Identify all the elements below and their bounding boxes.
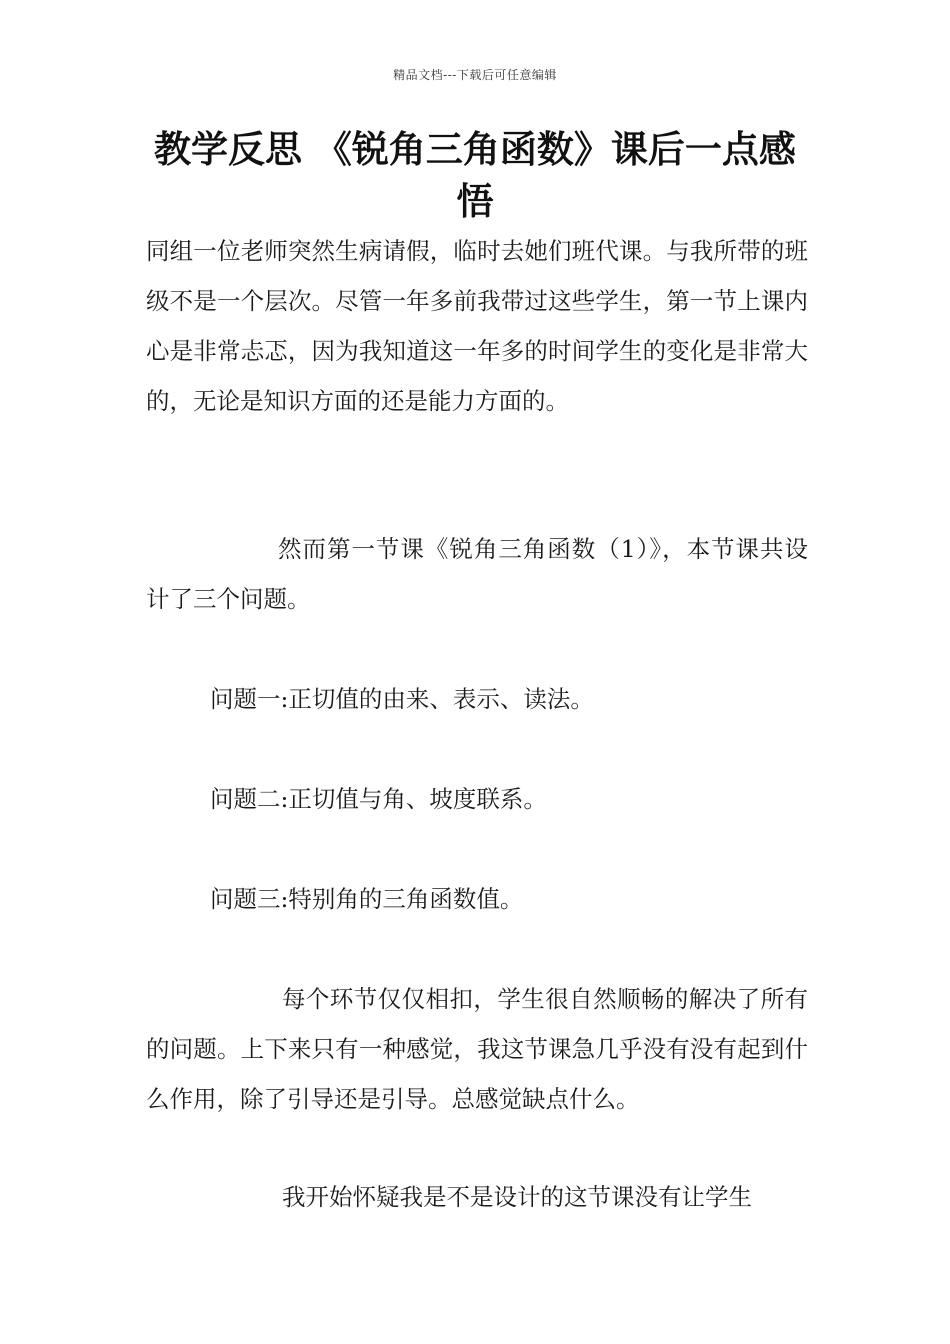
paragraph-reflection: 每个环节仅仅相扣，学生很自然顺畅的解决了所有的问题。上下来只有一种感觉，我这节课急几乎没有没有起到什么作用，除了引导还是引导。总感觉缺点什么。 — [146, 985, 808, 1113]
paragraph-lesson-design: 然而第一节课《锐角三角函数（1）》，本节课共设计了三个问题。 — [146, 535, 808, 613]
header-note: 精品文档---下载后可任意编辑 — [393, 68, 557, 82]
document-title: 教学反思 《锐角三角函数》课后一点感悟 — [154, 128, 796, 223]
paragraph-question-two: 问题二:正切值与角、坡度联系。 — [210, 785, 547, 813]
paragraph-intro: 同组一位老师突然生病请假，临时去她们班代课。与我所带的班级不是一个层次。尽管一年多前我带过这些学生，第一节上课内心是非常忐忑，因为我知道这一年多的时间学生的变化是非常大的，无论是知识方面的还是能力方面的。 — [146, 237, 808, 415]
paragraph-doubt: 我开始怀疑我是不是设计的这节课没有让学生 — [282, 1183, 752, 1211]
paragraph-question-three: 问题三:特别角的三角函数值。 — [210, 885, 524, 913]
paragraph-question-one: 问题一:正切值的由来、表示、读法。 — [210, 685, 594, 713]
